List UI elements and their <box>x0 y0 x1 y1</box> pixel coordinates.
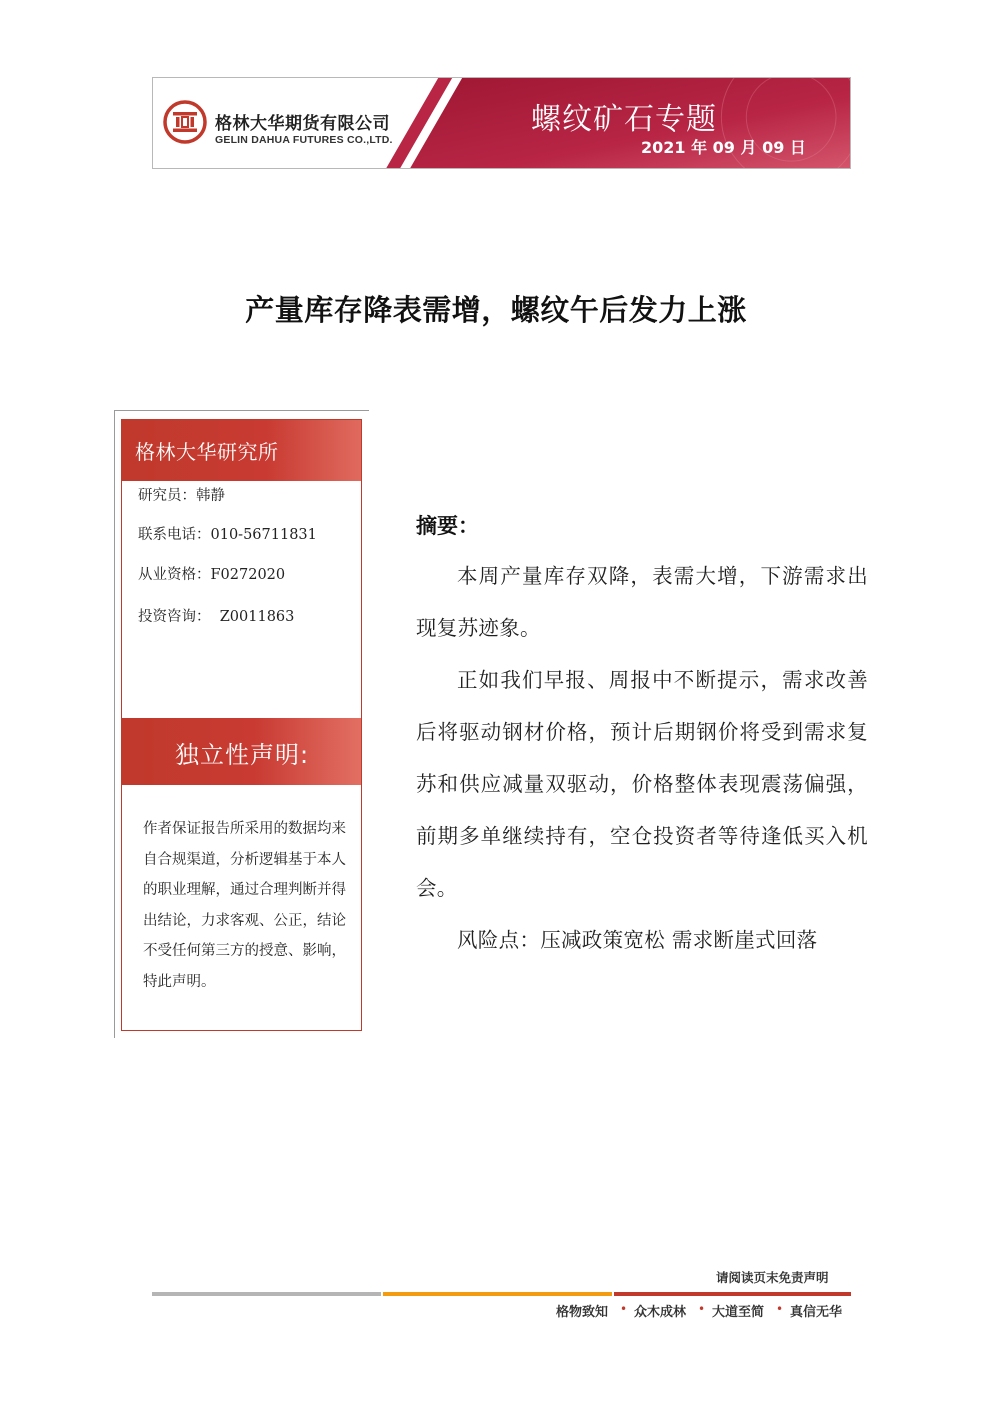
company-logo-icon <box>163 100 207 144</box>
declaration-text: 作者保证报告所采用的数据均来自合规渠道，分析逻辑基于本人的职业理解，通过合理判断并得出结论，力求客观、公正，结论不受任何第三方的授意、影响，特此声明。 <box>143 821 346 990</box>
company-name-cn: 格林大华期货有限公司 <box>215 114 390 134</box>
analyst-qualification: 从业资格：F0272020 <box>138 567 286 583</box>
motto-item: 格物致知 <box>556 1305 609 1320</box>
company-name-en: GELIN DAHUA FUTURES CO.,LTD. <box>215 134 393 146</box>
footer-rule <box>614 1292 851 1296</box>
bullet-dot-icon: • <box>698 1302 706 1316</box>
header-banner <box>152 77 851 169</box>
institute-name: 格林大华研究所 <box>135 440 279 464</box>
bullet-dot-icon: • <box>620 1302 628 1316</box>
abstract-paragraph: 本周产量库存双降，表需大增，下游需求出现复苏迹象。 <box>416 564 868 640</box>
declaration-header <box>122 718 361 785</box>
motto-item: 大道至简 <box>712 1305 765 1320</box>
analyst-consulting-id: 投资咨询： Z0011863 <box>138 609 295 625</box>
report-date: 2021 年 09 月 09 日 <box>641 138 806 157</box>
footer-rule <box>152 1292 381 1296</box>
motto-item: 众木成林 <box>634 1305 687 1320</box>
footer-rule <box>383 1292 612 1296</box>
abstract-heading: 摘要： <box>416 514 479 538</box>
declaration-title: 独立性声明: <box>175 741 310 769</box>
motto-item: 真信无华 <box>790 1305 843 1320</box>
bullet-dot-icon: • <box>776 1302 784 1316</box>
abstract-paragraph: 正如我们早报、周报中不断提示，需求改善后将驱动钢材价格，预计后期钢价将受到需求复苏和供应减量双驱动，价格整体表现震荡偏强，前期多单继续持有，空仓投资者等待逢低买入机会。 <box>416 668 868 900</box>
institute-header <box>122 420 361 481</box>
report-series-title: 螺纹矿石专题 <box>531 102 717 137</box>
sidebar-frame-line <box>114 410 115 1038</box>
analyst-sidebar <box>121 419 362 1031</box>
disclaimer-note: 请阅读页末免责声明 <box>716 1270 829 1285</box>
page-title: 产量库存降表需增，螺纹午后发力上涨 <box>245 293 747 327</box>
sidebar-frame-line <box>115 410 369 411</box>
analyst-name: 研究员：韩静 <box>138 488 225 504</box>
analyst-phone: 联系电话：010-56711831 <box>138 527 317 543</box>
risk-points: 风险点：压减政策宽松 需求断崖式回落 <box>457 928 818 952</box>
